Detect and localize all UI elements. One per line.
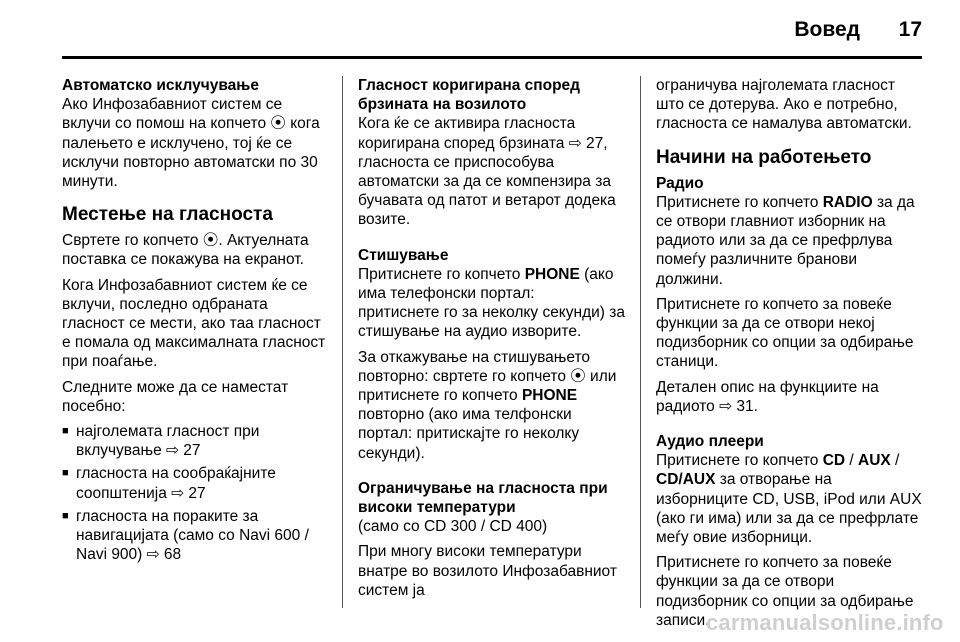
header-divider (62, 56, 922, 59)
paragraph-continued: ограничува најголемата гласност што се дотерува. Ако е потребно, гласноста се намалува автоматски. (656, 77, 912, 133)
text-span: Притиснете го копчето (656, 452, 823, 470)
heading-auto-off: Автоматско исклучување (62, 77, 259, 94)
paragraph-radio-2: Притиснете го копчето за повеќе функции за да се отвори некој подизборник со опции за одбирање станици. (656, 295, 914, 371)
cd-label: CD (822, 452, 846, 470)
paragraph-volume-2: Кога Инфозабавниот систем ќе се вклучи, последно одбраната гласност се мести, ако таа гласност е помала од максималната гласност при поаѓање. (62, 276, 326, 371)
heading-operating-modes: Начини на работењето (656, 146, 872, 168)
text-span: за да се отвори главниот изборник на радиото или за да се префрлува помеѓу различните бранови должини. (656, 193, 915, 288)
aux-label: AUX (858, 452, 891, 470)
paragraph-audio-1 (656, 451, 926, 547)
text-span: за отворање на изборниците CD, USB, iPod или AUX (ако ги има) или за да се префрлате меѓу овие изборници. (656, 471, 922, 547)
paragraph-mute-2 (358, 348, 628, 463)
text-span: Притиснете го копчето (656, 193, 823, 211)
heading-audio-players: Аудио плеери (656, 433, 764, 451)
paragraph-high-temp-1: (само со CD 300 / CD 400) (358, 518, 548, 536)
phone-label: PHONE (524, 265, 580, 283)
paragraph-mute-1 (358, 265, 628, 342)
paragraph-radio-1 (656, 193, 926, 289)
radio-label: RADIO (822, 193, 873, 211)
column-divider-1 (342, 76, 343, 608)
text-span: (ако има телефонски портал: (358, 265, 614, 303)
heading-radio: Радио (656, 174, 704, 192)
heading-high-temp: Ограничување на гласноста при високи температури (358, 479, 608, 517)
paragraph-audio-2: Притиснете го копчето за повеќе функции за да се отвори подизборник со опции за одбирање записи. (656, 554, 914, 629)
watermark: carmanualsonline.info (706, 610, 944, 635)
text-span: притиснете го за неколку секунди) за стишување на аудио изворите. (358, 304, 625, 341)
column-2 (358, 76, 628, 606)
paragraph-auto-off: Ако Инфозабавниот систем се вклучи со помош на копчето ⦿ кога палењето е исклучено, тој ќе се исклучи повторно автоматски по 30 минути. (62, 96, 320, 191)
list-item: ■ најголемата гласност при вклучување ⇨ 27 (62, 422, 330, 460)
list-item: ■ гласноста на пораките за навигацијата (само со Navi 600 / Navi 900) ⇨ 68 (62, 507, 330, 565)
paragraph-speed-volume: Кога ќе се активира гласноста коригирана според брзината ⇨ 27, гласноста се приспособува автоматски за да се компензира за бучавата од патот и ветарот додека возите. (358, 115, 616, 229)
volume-settings-list (62, 422, 330, 564)
column-3 (656, 76, 926, 636)
text-span: повторно (ако има телфонски портал: притискајте го неколку секунди). (358, 406, 580, 462)
column-divider-2 (640, 76, 641, 608)
paragraph-radio-3: Детален опис на функциите на радиото ⇨ 31. (656, 378, 879, 415)
paragraph-volume-3: Следните може да се наместат посебно: (62, 378, 289, 415)
heading-speed-volume: Гласност коригирана според брзината на возилото (358, 77, 581, 114)
page-number: 17 (898, 18, 922, 41)
text-span: Притиснете го копчето (358, 265, 525, 283)
list-item: ■ гласноста на сообраќајните соопштенија ⇨ 27 (62, 464, 330, 502)
text-span: За откажување на стишувањето повторно: свртете го копчето ⦿ или притиснете го копчето (358, 348, 617, 405)
heading-mute: Стишување (358, 246, 449, 264)
paragraph-volume-1: Свртете го копчето ⦿. Актуелната поставка се покажува на екранот. (62, 232, 309, 269)
text-span: / (845, 452, 858, 470)
text-span: / (890, 452, 900, 470)
section-title: Вовед (794, 18, 860, 41)
paragraph-high-temp-2: При многу високи температури внатре во возилото Инфозабавниот систем ја (358, 543, 617, 599)
heading-volume: Местење на гласноста (62, 204, 273, 226)
column-1 (62, 76, 330, 568)
phone-label: PHONE (521, 387, 578, 405)
cd-aux-label: CD/AUX (656, 471, 716, 489)
